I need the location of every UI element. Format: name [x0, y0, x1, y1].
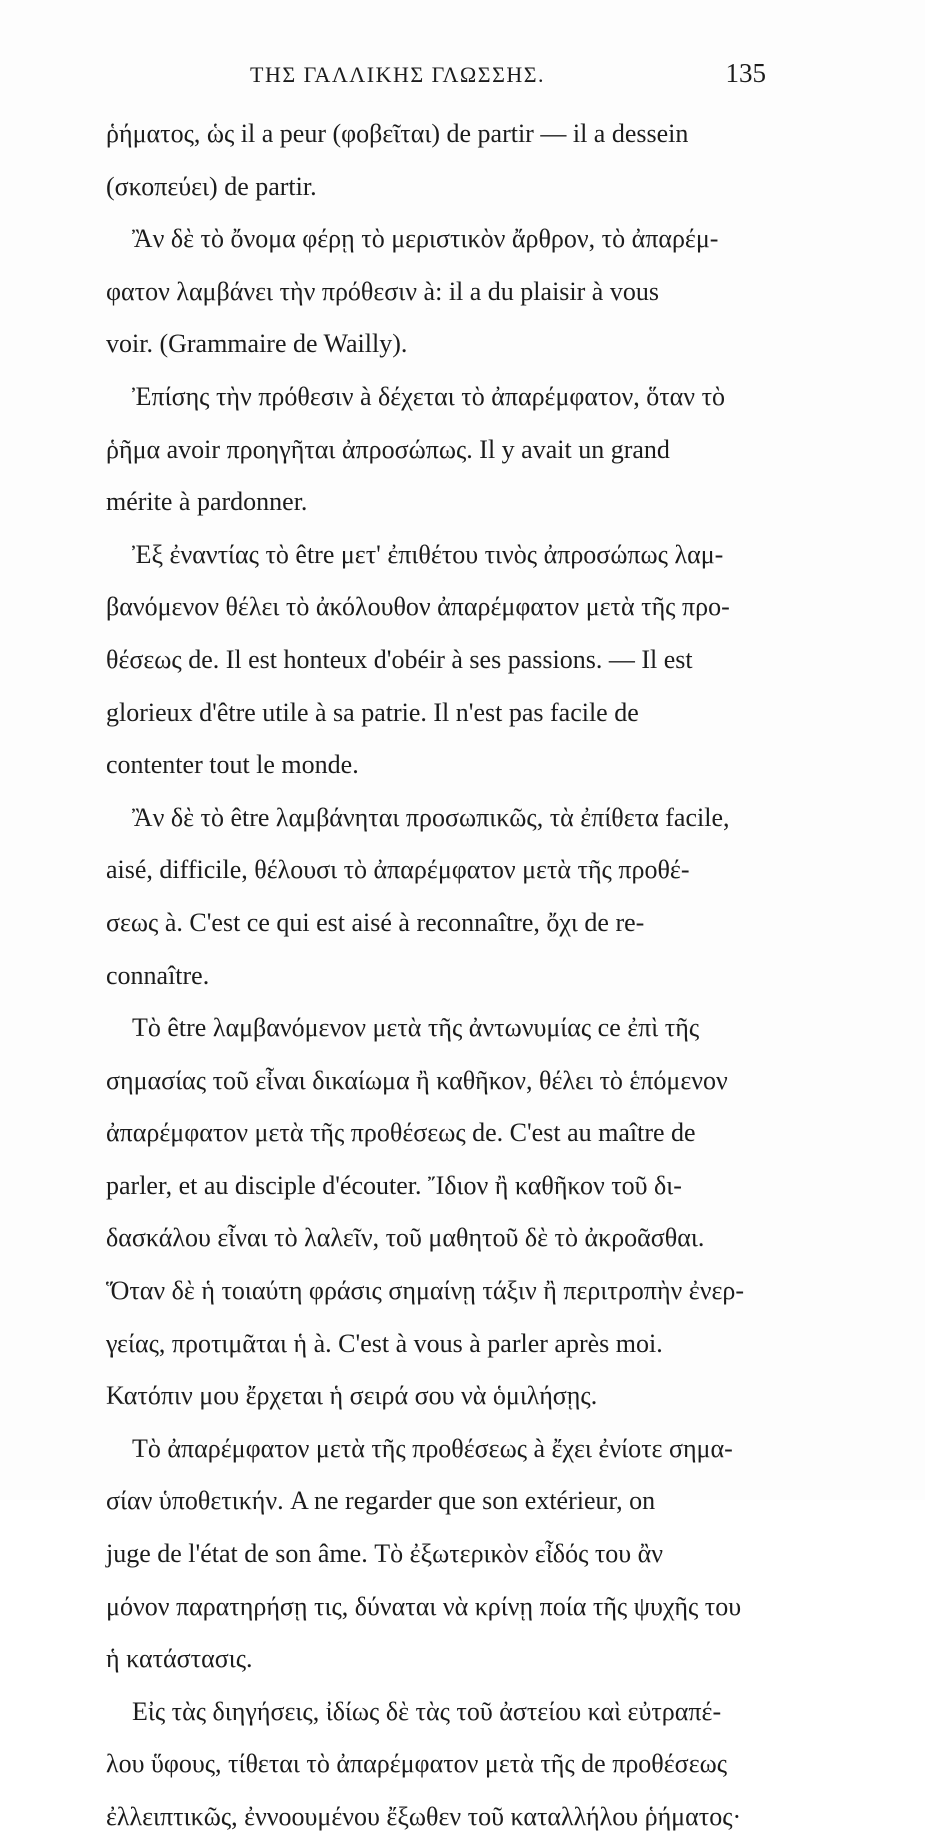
- text-line: γείας, προτιμᾶται ἡ à. C'est à vous à parler après moi.: [106, 1328, 663, 1358]
- text-line: ἡ κατάστασις.: [106, 1644, 253, 1674]
- text-line: Ἂν δὲ τὸ ὄνομα φέρῃ τὸ μεριστικὸν ἄρθρον, τὸ ἀπαρέμ-: [132, 224, 719, 254]
- text-line: μόνον παρατηρήσῃ τις, δύναται νὰ κρίνῃ ποία τῆς ψυχῆς του: [106, 1591, 742, 1621]
- text-line: σίαν ὑποθετικήν. A ne regarder que son extérieur, on: [106, 1486, 656, 1516]
- running-head: ΤΗΣ ΓΑΛΛΙΚΗΣ ΓΛΩΣΣΗΣ.: [250, 62, 546, 87]
- text-line: (σκοπεύει) de partir.: [106, 171, 317, 201]
- text-line: ῥήματος, ὡς il a peur (φοβεῖται) de partir — il a dessein: [106, 119, 689, 148]
- text-line: σημασίας τοῦ εἶναι δικαίωμα ἢ καθῆκον, θέλει τὸ ἑπόμενον: [106, 1065, 728, 1095]
- text-line: juge de l'état de son âme. Τὸ ἐξωτερικὸν εἶδός του ἂν: [106, 1539, 664, 1569]
- text-line: connaître.: [106, 960, 210, 990]
- text-line: σεως à. C'est ce qui est aisé à reconnaître, ὄχι de re-: [106, 907, 645, 937]
- text-line: ἐλλειπτικῶς, ἐννοουμένου ἔξωθεν τοῦ καταλλήλου ῥήματος·: [106, 1802, 742, 1831]
- text-line: glorieux d'être utile à sa patrie. Il n'est pas facile de: [106, 697, 639, 727]
- text-line: Τὸ être λαμβανόμενον μετὰ τῆς ἀντωνυμίας ce ἐπὶ τῆς: [132, 1013, 700, 1043]
- text-line: Εἰς τὰς διηγήσεις, ἰδίως δὲ τὰς τοῦ ἀστείου καὶ εὐτραπέ-: [132, 1696, 722, 1726]
- text-line: δασκάλου εἶναι τὸ λαλεῖν, τοῦ μαθητοῦ δὲ τὸ ἀκροᾶσθαι.: [106, 1223, 705, 1253]
- text-line: βανόμενον θέλει τὸ ἀκόλουθον ἀπαρέμφατον μετὰ τῆς προ-: [106, 592, 730, 622]
- text-line: Ἂν δὲ τὸ être λαμβάνηται προσωπικῶς, τὰ ἐπίθετα facile,: [132, 802, 730, 832]
- text-line: Κατόπιν μου ἔρχεται ἡ σειρά σου νὰ ὁμιλήσῃς.: [106, 1381, 598, 1411]
- text-line: θέσεως de. Il est honteux d'obéir à ses passions. — Il est: [106, 644, 693, 674]
- text-line: Ὅταν δὲ ἡ τοιαύτη φράσις σημαίνῃ τάξιν ἢ περιτροπὴν ἐνερ-: [106, 1276, 745, 1306]
- text-line: ἀπαρέμφατον μετὰ τῆς προθέσεως de. C'est au maître de: [106, 1118, 696, 1148]
- text-line: Ἐπίσης τὴν πρόθεσιν à δέχεται τὸ ἀπαρέμφατον, ὅταν τὸ: [132, 381, 726, 411]
- text-line: λου ὕφους, τίθεται τὸ ἀπαρέμφατον μετὰ τῆς de προθέσεως: [106, 1749, 728, 1779]
- body-text: [106, 108, 774, 1844]
- page-header: [108, 58, 768, 98]
- text-line: aisé, difficile, θέλουσι τὸ ἀπαρέμφατον μετὰ τῆς προθέ-: [106, 855, 690, 885]
- text-line: ῥῆμα avoir προηγῆται ἀπροσώπως. Il y avait un grand: [106, 434, 670, 464]
- text-line: Ἐξ ἐναντίας τὸ être μετ' ἐπιθέτου τινὸς ἀπροσώπως λαμ-: [132, 539, 724, 569]
- text-line: Τὸ ἀπαρέμφατον μετὰ τῆς προθέσεως à ἔχει ἐνίοτε σημα-: [132, 1433, 733, 1463]
- text-line: parler, et au disciple d'écouter. Ἴδιον ἢ καθῆκον τοῦ δι-: [106, 1170, 682, 1200]
- text-line: φατον λαμβάνει τὴν πρόθεσιν à: il a du plaisir à vous: [106, 276, 659, 306]
- page-number: 135: [725, 58, 766, 88]
- text-line: voir. (Grammaire de Wailly).: [106, 329, 408, 359]
- text-line: contenter tout le monde.: [106, 750, 359, 780]
- text-line: mérite à pardonner.: [106, 487, 308, 517]
